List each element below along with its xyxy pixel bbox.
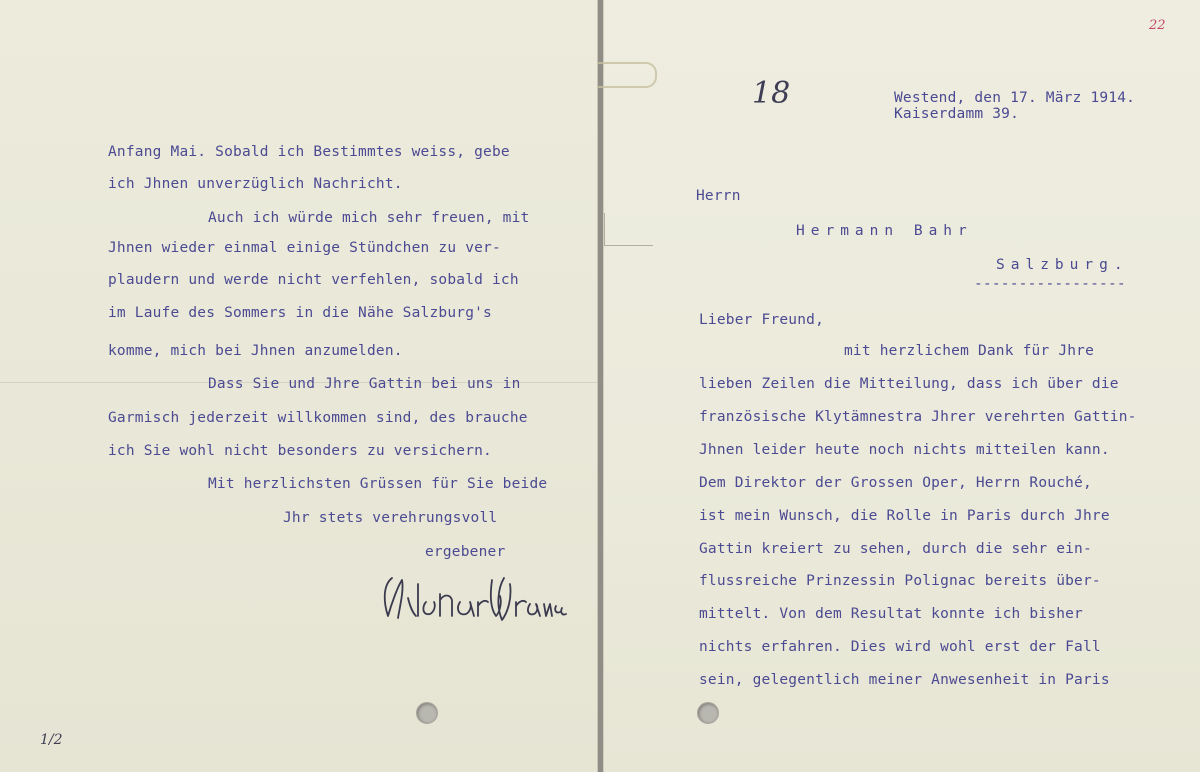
left-line-8: Dass Sie und Jhre Gattin bei uns in [208,376,521,392]
left-line-7: komme, mich bei Jhnen anzumelden. [108,343,403,359]
right-line-8: flussreiche Prinzessin Polignac bereits über- [699,573,1101,589]
left-line-11: Mit herzlichsten Grüssen für Sie beide [208,476,548,492]
sheet-number-handwritten: 18 [752,76,791,111]
left-line-10: ich Sie wohl nicht besonders zu versichern. [108,443,492,459]
right-line-4: Jhnen leider heute noch nichts mitteilen kann. [699,442,1110,458]
left-line-6: im Laufe des Sommers in die Nähe Salzburg's [108,305,492,321]
right-line-10: nichts erfahren. Dies wird wohl erst der Fall [699,639,1101,655]
street-address: Kaiserdamm 39. [894,106,1020,122]
left-page [0,0,598,772]
right-line-9: mittelt. Von dem Resultat konnte ich bisher [699,606,1083,622]
punch-hole-left [416,702,438,724]
punch-hole-right [697,702,719,724]
right-line-5: Dem Direktor der Grossen Oper, Herrn Rouché, [699,475,1092,491]
right-line-1: mit herzlichem Dank für Jhre [844,343,1095,359]
left-line-2: ich Jhnen unverzüglich Nachricht. [108,176,403,192]
left-line-12: Jhr stets verehrungsvoll [283,510,498,526]
paper-clip-mark [597,62,657,88]
right-line-7: Gattin kreiert zu sehen, durch die sehr ein- [699,541,1092,557]
right-line-11: sein, gelegentlich meiner Anwesenheit in Paris [699,672,1110,688]
place-date: Westend, den 17. März 1914. [894,90,1136,106]
right-line-3: französische Klytämnestra Jhrer verehrten Gattin- [699,409,1137,425]
right-line-2: lieben Zeilen die Mitteilung, dass ich über die [699,376,1119,392]
recipient-name: Hermann Bahr [796,223,973,239]
left-line-3: Auch ich würde mich sehr freuen, mit [208,210,530,226]
archive-number-red: 22 [1149,18,1166,33]
greeting: Lieber Freund, [699,312,825,328]
recipient-city: Salzburg. [996,257,1129,273]
left-line-5: plaudern und werde nicht verfehlen, sobald ich [108,272,519,288]
signature-image [378,572,568,626]
right-line-6: ist mein Wunsch, die Rolle in Paris durch Jhre [699,508,1110,524]
right-page [603,0,1200,772]
left-line-9: Garmisch jederzeit willkommen sind, des brauche [108,410,528,426]
left-line-4: Jhnen wieder einmal einige Stündchen zu ver- [108,240,501,256]
left-line-1: Anfang Mai. Sobald ich Bestimmtes weiss, gebe [108,144,510,160]
recipient-underline: ----------------- [974,276,1126,292]
pencil-bracket-mark [604,213,653,246]
left-line-13: ergebener [425,544,506,560]
recipient-salutation: Herrn [696,188,741,204]
page-mark-pencil: 1/2 [40,732,63,748]
